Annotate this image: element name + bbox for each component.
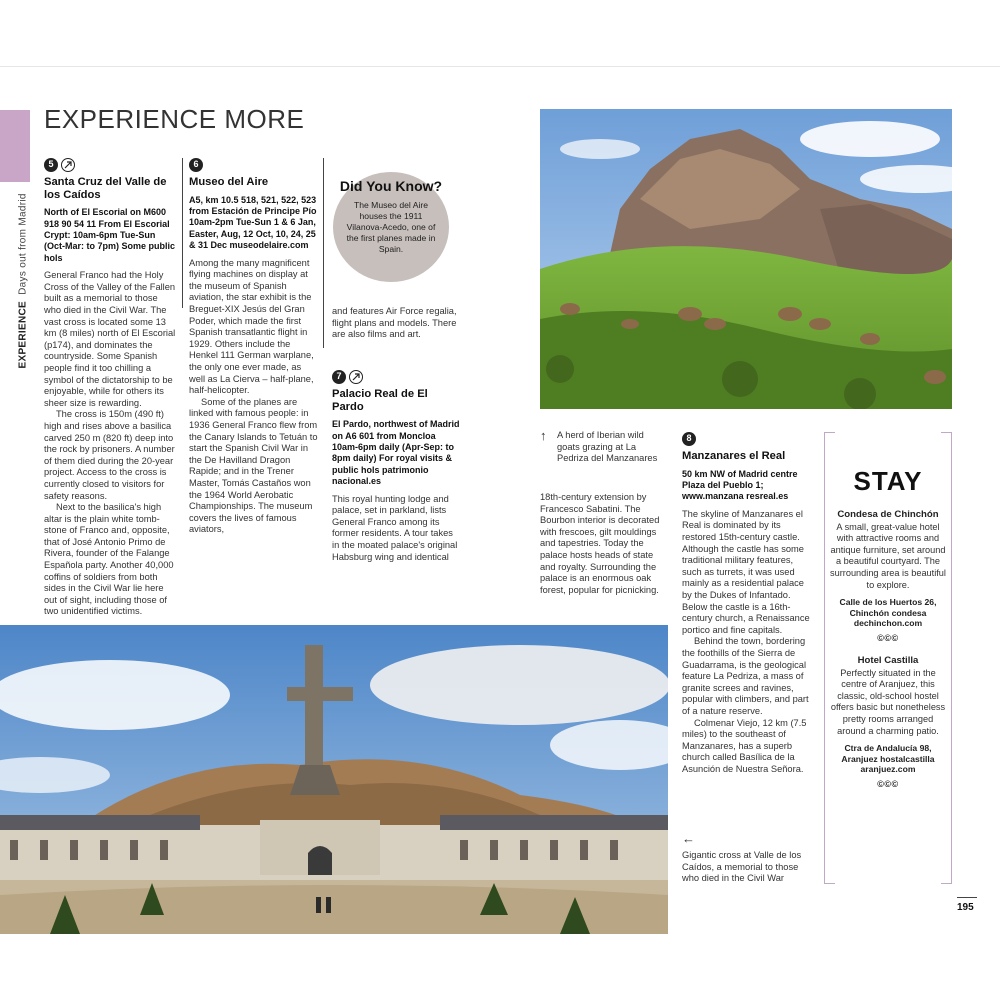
entry-8 bbox=[682, 432, 814, 775]
entry-number: 7 bbox=[332, 370, 346, 384]
hotel-price: ©©© bbox=[877, 632, 899, 643]
hotel-description: A small, great-value hotel with attractive rooms and antique furniture, set around a beautiful courtyard. The surrounding area is beautiful to explore. bbox=[830, 521, 946, 590]
entry-number-row bbox=[332, 370, 460, 384]
column-rule bbox=[323, 158, 324, 348]
entry-title: Museo del Aire bbox=[189, 176, 269, 188]
page-number-rule bbox=[957, 897, 977, 898]
entry-number-row bbox=[189, 158, 319, 172]
stay-sidebar bbox=[824, 432, 952, 884]
entry-title: Manzanares el Real bbox=[682, 450, 786, 462]
entry-number: 6 bbox=[189, 158, 203, 172]
page-title: EXPERIENCE MORE bbox=[44, 104, 305, 134]
callout-body: The Museo del Aire houses the 1911 Vilanova-Acedo, one of the first planes made in Spain. bbox=[346, 200, 436, 254]
hotel-name: Condesa de Chinchón bbox=[837, 509, 939, 520]
entry-paragraph: 18th-century extension by Francesco Sabatini. The Bourbon interior is decorated with frescoes, gilt mouldings and tapestries. Today the palace hosts heads of state and royalty. Surrounding the palace is an enormous oak forest, popular for picnicking. bbox=[540, 492, 660, 595]
top-divider bbox=[0, 66, 1000, 67]
hotel-info: Ctra de Andalucía 98, Aranjuez hostalcastilla aranjuez.com bbox=[841, 743, 935, 775]
entry-7-continued bbox=[540, 492, 668, 596]
entry-paragraph: The skyline of Manzanares el Real is dominated by its restored 15th-century castle. Although the castle has some traditional military features, such as turrets, it was used mainly as a residential palace by the Dukes of Infantado. Below the castle is a 16th-century church, a Renaissance portico and fine capitals. bbox=[682, 508, 810, 635]
hotel-info: Calle de los Huertos 26, Chinchón condesa dechinchon.com bbox=[839, 597, 937, 629]
ibex-caption: A herd of Iberian wild goats grazing at La Pedriza del Manzanares bbox=[557, 430, 658, 464]
entry-number: 8 bbox=[682, 432, 696, 446]
entry-6 bbox=[189, 158, 319, 536]
valley-cross-photo bbox=[0, 625, 668, 934]
chapter-label: Days out from Madrid bbox=[17, 193, 29, 295]
hotel-name: Hotel Castilla bbox=[857, 654, 919, 666]
entry-number-row bbox=[682, 432, 814, 446]
entry-6-continued bbox=[332, 306, 460, 341]
entry-number: 5 bbox=[44, 158, 58, 172]
entry-info: A5, km 10.5 518, 521, 522, 523 from Estación de Principe Pío 10am-2pm Tue-Sun 1 & 6 Jan, Easter, Aug, 12 Oct, 10, 24, 25 & 31 Dec museodelaire.com bbox=[189, 194, 317, 251]
map-pin-icon bbox=[349, 370, 363, 384]
entry-paragraph: Among the many magnificent flying machines on display at the museum of Spanish aviation, the star exhibit is the Breguet-XIX Jesús del Gran Poder, which made the first Spanish transatlantic flight in 1929. Others include the Henkel 111 German warplane, the only one ever made, as well as La Cierva – half-plane, half-helicopter. bbox=[189, 257, 314, 396]
stay-hotel bbox=[825, 509, 951, 643]
entry-number-row bbox=[44, 158, 176, 172]
entry-paragraph: Behind the town, bordering the foothills of the Sierra de Guadarrama, is the geological feature La Pedriza, a mass of granite screes and ravines, popular with climbers, and part of a nature reserve. bbox=[682, 636, 809, 716]
section-label: EXPERIENCE bbox=[17, 301, 29, 369]
entry-paragraph: This royal hunting lodge and palace, set in parkland, lists General Franco among its former residents. A tour takes in the moated palace's original Habsburg wing and identical bbox=[332, 493, 458, 562]
arrow-up-icon: ↑ bbox=[540, 428, 547, 443]
cross-caption: Gigantic cross at Valle de los Caídos, a memorial to those who died in the Civil War bbox=[682, 850, 802, 884]
entry-paragraph: The cross is 150m (490 ft) high and rises above a basilica carved 250 m (820 ft) deep into the rock by prisoners. A number of them died during the 20-year project. Access to the cross is currently closed to visitors for safety reasons. bbox=[44, 409, 175, 501]
section-color-tab bbox=[0, 110, 30, 182]
entry-paragraph: and features Air Force regalia, flight plans and models. There are also films and art. bbox=[332, 306, 457, 340]
ibex-photo bbox=[540, 109, 952, 409]
entry-7 bbox=[332, 370, 460, 563]
entry-paragraph: Next to the basilica's high altar is the plain white tomb-stone of Franco and, opposite, that of José Antonio Primo de Rivera, founder of the Falange Española party. Another 40,000 coffins of soldiers from both sides in the Civil War lie here out of sight, including those of two unidentified victims. bbox=[44, 502, 174, 617]
entry-title: Santa Cruz del Valle de los Caídos bbox=[44, 176, 167, 201]
entry-paragraph: General Franco had the Holy Cross of the Valley of the Fallen built as a memorial to those who died in the Civil War. The vast cross is located some 13 km (8 miles) north of El Escorial (p174), and dominates the countryside. Some Spanish people find it too chilling a symbol of the dictatorship to be enjoyable, while for others its sheer size is rewarding. bbox=[44, 270, 176, 408]
arrow-left-icon: ← bbox=[682, 831, 695, 846]
did-you-know-callout bbox=[333, 172, 449, 282]
column-rule bbox=[182, 158, 183, 308]
stay-hotel bbox=[825, 655, 951, 789]
entry-paragraph: Colmenar Viejo, 12 km (7.5 miles) to the southeast of Manzanares, has a superb church called Basílica de la Asunción de Nuestra Señora. bbox=[682, 717, 807, 774]
callout-title: Did You Know? bbox=[339, 178, 443, 194]
entry-info: 50 km NW of Madrid centre Plaza del Pueblo 1; www.manzana resreal.es bbox=[682, 468, 798, 502]
entry-title: Palacio Real de El Pardo bbox=[332, 388, 428, 413]
stay-title: STAY bbox=[853, 466, 923, 496]
entry-info: El Pardo, northwest of Madrid on A6 601 from Moncloa 10am-6pm daily (Apr-Sep: to 8pm daily) For royal visits & public hols patrimonio nacional.es bbox=[332, 419, 460, 487]
image-text-overlap bbox=[0, 500, 200, 626]
hotel-price: ©©© bbox=[877, 778, 899, 789]
hotel-description: Perfectly situated in the centre of Aranjuez, this classic, old-school hostel offers basic but nonetheless pretty rooms arranged around a charming patio. bbox=[830, 667, 946, 736]
running-header bbox=[16, 193, 30, 370]
page-number: 195 bbox=[957, 902, 974, 913]
entry-info: North of El Escorial on M600 918 90 54 11 From El Escorial Crypt: 10am-6pm Tue-Sun (Oct-Mar: to 7pm) Some public hols bbox=[44, 207, 176, 263]
map-pin-icon bbox=[61, 158, 75, 172]
entry-paragraph: Some of the planes are linked with famous people: in 1936 General Franco flew from the Canary Islands to Tetuán to start the Spanish Civil War in the De Havilland Dragon Rapide; and in the Trener Master, Tomás Castaños won the 1964 World Aerobatic Championships. The museum covers the lives of famous aviators, bbox=[189, 396, 318, 535]
